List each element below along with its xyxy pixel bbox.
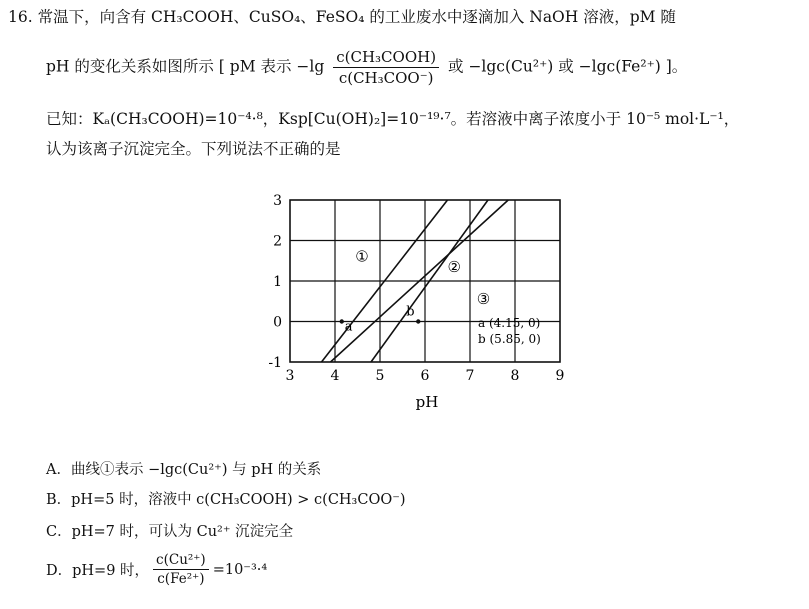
x-tick-label: 6 <box>420 368 430 384</box>
x-tick-label: 8 <box>510 368 520 384</box>
data-point <box>416 319 420 323</box>
option-a[interactable] <box>46 458 321 479</box>
x-tick-label: 7 <box>465 368 475 384</box>
stem-text-1: 常温下，向含有 CH₃COOH、CuSO₄、FeSO₄ 的工业废水中逐滴加入 NaOH 溶液，pM 随 <box>37 8 676 26</box>
question-number: 16. <box>8 8 33 26</box>
option-d-fraction <box>153 552 209 587</box>
option-d-suffix: =10⁻³·⁴ <box>212 561 268 578</box>
option-d-denominator: c(Fe²⁺) <box>157 571 205 587</box>
y-tick-label: 3 <box>273 193 282 209</box>
y-tick-label: -1 <box>268 355 282 371</box>
x-tick-label: 3 <box>285 368 295 384</box>
point-label: b <box>406 304 415 320</box>
stem-text-2a: pH 的变化关系如图所示 [ pM 表示 −lg <box>46 57 325 76</box>
x-tick-label: 4 <box>330 368 340 384</box>
option-b-text: B．pH=5 时，溶液中 c(CH₃COOH) > c(CH₃COO⁻) <box>46 492 406 508</box>
series-label: ③ <box>476 290 491 309</box>
option-a-text: A．曲线①表示 −lgc(Cu²⁺) 与 pH 的关系 <box>46 462 322 478</box>
option-d-prefix: D．pH=9 时， <box>46 563 150 579</box>
question-stem-line2 <box>46 48 687 87</box>
option-c[interactable] <box>46 520 293 541</box>
known-condition-line <box>46 110 739 129</box>
option-c-text: C．pH=7 时，可认为 Cu²⁺ 沉淀完全 <box>46 524 294 540</box>
question-stem-line1 <box>8 8 676 27</box>
pm-fraction <box>333 48 439 87</box>
y-tick-label: 0 <box>273 314 282 331</box>
fraction-denominator: c(CH₃COO⁻) <box>338 69 434 87</box>
data-point <box>340 319 344 323</box>
x-tick-label: 9 <box>555 368 565 384</box>
option-d-numerator: c(Cu²⁺) <box>153 552 209 570</box>
known-condition-line2 <box>46 140 341 159</box>
point-label: a <box>344 319 353 335</box>
y-tick-label: 1 <box>273 274 282 290</box>
known-text: 已知：Kₐ(CH₃COOH)=10⁻⁴·⁸，Ksp[Cu(OH)₂]=10⁻¹⁹·⁷。若溶液中离子浓度小于 10⁻⁵ mol·L⁻¹， <box>46 110 740 128</box>
x-tick-label: 5 <box>375 368 385 384</box>
option-b[interactable] <box>46 488 406 509</box>
fraction-numerator: c(CH₃COOH) <box>333 48 439 68</box>
stem-text-2b: 或 −lgc(Cu²⁺) 或 −lgc(Fe²⁺) ]。 <box>448 57 688 76</box>
series-label: ② <box>447 257 461 276</box>
option-d[interactable] <box>46 552 267 587</box>
y-tick-label: 2 <box>273 233 282 250</box>
known-text-2: 认为该离子沉淀完全。下列说法不正确的是 <box>46 140 341 158</box>
annotation-a: a (4.15, 0) <box>478 316 541 330</box>
series-label: ① <box>355 247 369 266</box>
x-axis-label: pH <box>415 393 439 411</box>
pm-ph-chart <box>250 185 580 420</box>
annotation-b: b (5.85, 0) <box>478 332 541 346</box>
